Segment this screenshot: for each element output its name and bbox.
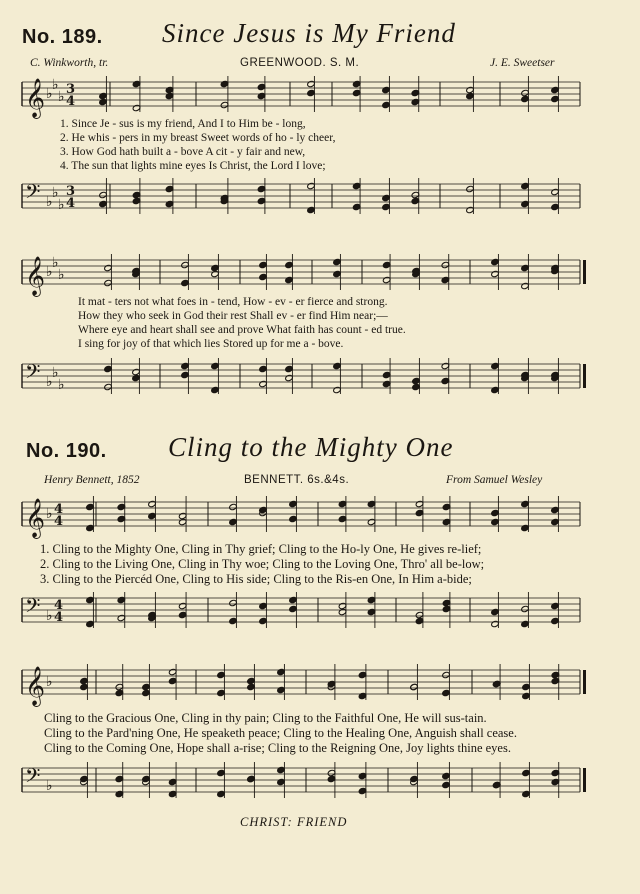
tune-name: GREENWOOD. S. M. [240,57,360,69]
lyric-line: Where eye and heart shall see and prove What faith has count - ed true. [78,324,406,336]
composer-credit: J. E. Sweetser [490,57,555,69]
svg-text:3: 3 [66,82,76,97]
svg-text:𝄢: 𝄢 [25,764,41,792]
svg-text:♭: ♭ [46,374,53,390]
svg-text:♭: ♭ [58,89,65,105]
svg-text:♭: ♭ [58,377,65,393]
svg-text:♭: ♭ [52,255,59,271]
lyric-line: Cling to the Pard'ning One, He speaketh peace; Cling to the Healing One, Anguish shall cease. [44,726,517,740]
lyric-line: I sing for joy of that which lies Stored up for me a - bove. [78,338,344,350]
svg-text:4: 4 [54,502,64,517]
lyric-line: 2. Cling to the Living One, Cling in Thy woe; Cling to the Loving One, Thro' all be-low; [40,557,485,571]
tune-name: BENNETT. 6s.&4s. [244,474,350,486]
lyric-line: It mat - ters not what foes in - tend, How - ev - er fierce and strong. [78,296,388,308]
svg-text:♭: ♭ [46,674,53,690]
svg-text:4: 4 [66,196,76,211]
svg-text:♭: ♭ [46,264,53,280]
lyric-line: 1. Since Je - sus is my friend, And I to Him be - long, [60,118,306,130]
hymn-number: No. 189. [22,26,103,48]
svg-text:♭: ♭ [52,365,59,381]
music-staff [0,356,640,406]
music-staff [0,662,640,712]
svg-text:♭: ♭ [58,197,65,213]
svg-text:♭: ♭ [46,506,53,522]
svg-text:𝄞: 𝄞 [25,666,46,706]
svg-text:𝄢: 𝄢 [25,594,41,622]
svg-text:𝄢: 𝄢 [25,180,41,208]
music-staff [0,252,640,302]
lyric-line: Cling to the Coming One, Hope shall a-rise; Cling to the Reigning One, Joy lights thine eyes. [44,741,511,755]
svg-text:𝄞: 𝄞 [25,256,46,296]
lyric-line: How they who seek in God their rest Shall ev - er find Him near;— [78,310,388,322]
music-staff [0,760,640,810]
author-credit: C. Winkworth, tr. [30,57,109,69]
music-staff [0,590,640,640]
svg-text:♭: ♭ [52,77,59,93]
composer-credit: From Samuel Wesley [446,474,543,486]
lyric-line: Cling to the Gracious One, Cling in thy pain; Cling to the Faithful One, He will sus-tain. [44,711,487,725]
svg-text:4: 4 [54,514,64,529]
hymn-number: No. 190. [26,440,107,462]
svg-text:♭: ♭ [46,86,53,102]
lyric-line: 3. How God hath built a - bove A cit - y fair and new, [60,146,306,158]
svg-text:4: 4 [66,94,76,109]
svg-text:4: 4 [54,610,64,625]
svg-text:♭: ♭ [46,608,53,624]
svg-text:𝄞: 𝄞 [25,498,46,538]
author-credit: Henry Bennett, 1852 [44,474,140,486]
lyric-line: 4. The sun that lights mine eyes Is Christ, the Lord I love; [60,160,326,172]
music-staff [0,494,640,544]
svg-text:♭: ♭ [58,267,65,283]
lyric-line: 2. He whis - pers in my breast Sweet words of ho - ly cheer, [60,132,336,144]
music-staff [0,176,640,226]
hymn-title: Since Jesus is My Friend [162,18,456,48]
svg-text:♭: ♭ [46,778,53,794]
svg-text:𝄢: 𝄢 [25,360,41,388]
svg-text:𝄞: 𝄞 [25,78,46,118]
hymn-title: Cling to the Mighty One [168,432,454,462]
lyric-line: 3. Cling to the Piercéd One, Cling to His side; Cling to the Ris-en One, In Him a-bide; [40,572,472,586]
svg-text:3: 3 [66,184,76,199]
page-footer: CHRIST: FRIEND [240,815,348,829]
svg-text:♭: ♭ [52,185,59,201]
lyric-line: 1. Cling to the Mighty One, Cling in Thy grief; Cling to the Ho-ly One, He gives re-lief; [40,542,482,556]
svg-text:♭: ♭ [46,194,53,210]
svg-text:4: 4 [54,598,64,613]
music-staff [0,74,640,124]
